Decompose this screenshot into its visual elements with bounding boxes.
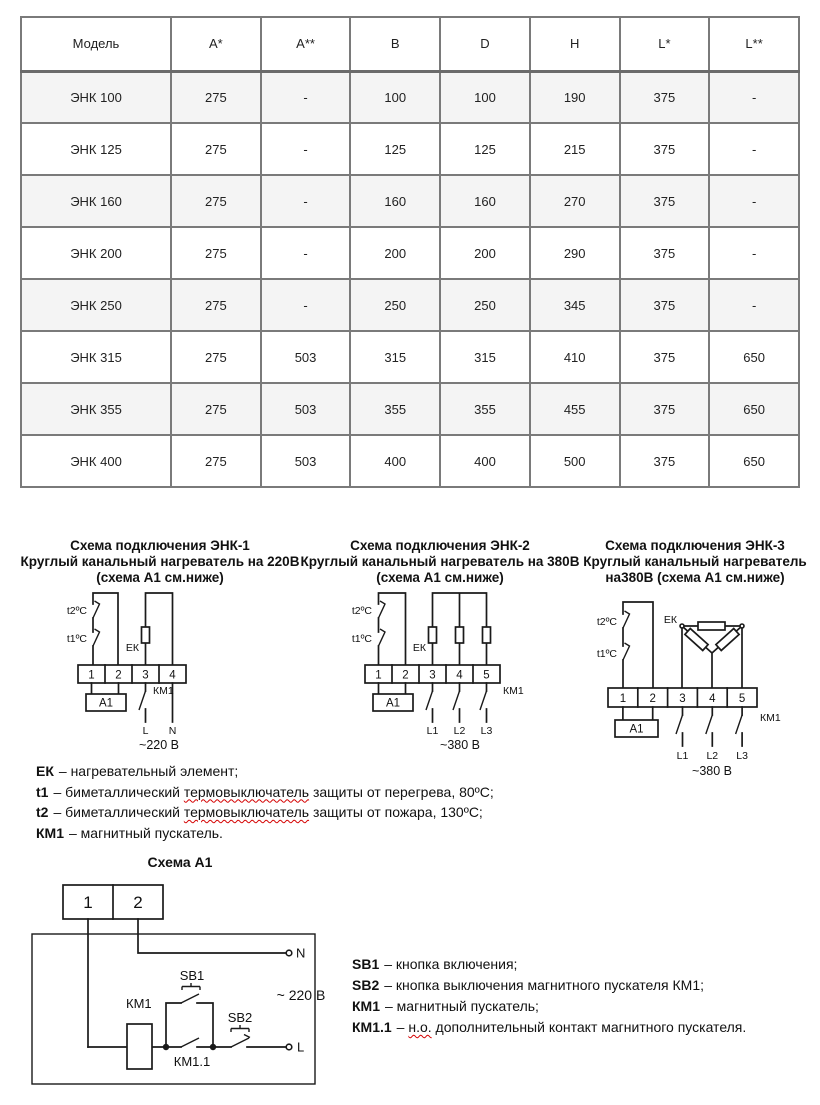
terminal-number: 3 [679, 693, 686, 705]
misspelled-word: термовыключатель [183, 804, 310, 820]
table-cell: 200 [350, 227, 440, 279]
diagram-title-line: Схема подключения ЭНК-3 [605, 538, 785, 553]
t1-label: t1ºC [66, 633, 87, 645]
neutral-label: N [296, 945, 306, 961]
table-cell: 375 [620, 279, 710, 331]
misspelled-word: н.о. [408, 1019, 432, 1035]
ek-label: ЕК [412, 642, 426, 654]
table-head [21, 17, 799, 71]
table-row [21, 227, 799, 279]
table-cell: ЭНК 100 [21, 71, 171, 123]
terminal-box [63, 885, 163, 919]
table-cell: ЭНК 400 [21, 435, 171, 487]
dimensions-table [20, 16, 800, 488]
table-cell: ЭНК 160 [21, 175, 171, 227]
legend-text: дополнительный контакт магнитного пускателя. [431, 1019, 747, 1035]
table-body [21, 71, 799, 487]
legend-text: – [396, 1019, 409, 1035]
a1-label: А1 [385, 697, 401, 710]
legend-text: – биметаллический [53, 804, 184, 820]
table-cell: 355 [440, 383, 530, 435]
table-cell: 315 [440, 331, 530, 383]
table-cell: 315 [350, 331, 440, 383]
heater-element [429, 627, 437, 643]
supply-wires [88, 919, 286, 1047]
table-cell: 355 [350, 383, 440, 435]
diagram-title [20, 538, 300, 586]
sb1-button [166, 983, 213, 1047]
column-header: L* [620, 17, 710, 71]
diagram-title-line: на380В (схема А1 см.ниже) [605, 570, 785, 585]
legend-text: – магнитный пускатель; [385, 998, 539, 1014]
legend-line [352, 1017, 746, 1038]
thermal-switch-t1 [379, 629, 386, 646]
a1-box [373, 683, 413, 711]
l-terminal [286, 1044, 292, 1050]
terminal-number: 1 [83, 893, 93, 912]
legend-text: защиты от пожара, 130ºС; [309, 804, 483, 820]
terminal-number: 4 [456, 669, 463, 682]
table-cell: 275 [171, 71, 261, 123]
table-cell: - [709, 227, 799, 279]
a1-label: А1 [629, 723, 644, 736]
components-legend [36, 761, 494, 843]
terminal-number: 2 [115, 669, 122, 682]
table-cell: - [709, 123, 799, 175]
terminal-number: 5 [738, 693, 746, 705]
n-terminal [286, 950, 292, 956]
wiring-diagram-enk3 [570, 538, 820, 790]
table-row [21, 331, 799, 383]
column-header: H [530, 17, 620, 71]
phase-label: L3 [480, 725, 493, 737]
legend-line [36, 823, 494, 844]
table-cell: - [261, 279, 351, 331]
ek-label: ЕК [125, 642, 139, 654]
table-cell: 375 [620, 123, 710, 175]
diagram-title-line: Круглый канальный нагреватель на 220В [20, 554, 300, 569]
table-cell: 275 [171, 435, 261, 487]
thermal-switch-t2 [623, 611, 630, 628]
thermal-switch-t1 [93, 629, 100, 646]
diagram-title-line: Круглый канальный нагреватель [583, 554, 807, 569]
legend-term: ЕК [36, 763, 54, 779]
heater-element [685, 628, 708, 650]
table-row [21, 279, 799, 331]
phase-label: L [297, 1039, 305, 1055]
km1-label: КМ1 [126, 996, 152, 1011]
table-cell: 100 [350, 71, 440, 123]
phase-label: L1 [676, 750, 689, 762]
table-cell: ЭНК 315 [21, 331, 171, 383]
table-cell: ЭНК 200 [21, 227, 171, 279]
table-cell: - [261, 175, 351, 227]
legend-text: – кнопка включения; [384, 956, 518, 972]
voltage-label: ~380 В [440, 738, 480, 752]
diagram-title [300, 538, 580, 586]
diagram-title-line: Схема подключения ЭНК-2 [350, 538, 530, 553]
km11-label: КМ1.1 [173, 1054, 211, 1069]
table-cell: 410 [530, 331, 620, 383]
legend-line [352, 996, 746, 1017]
terminal-number: 2 [402, 669, 409, 682]
heater-element [142, 627, 150, 643]
legend-term: t1 [36, 783, 49, 800]
voltage-label: ~ 220 В [276, 987, 326, 1003]
table-cell: 275 [171, 123, 261, 175]
legend-text: защиты от перегрева, 80ºС; [309, 783, 494, 800]
table-cell: ЭНК 355 [21, 383, 171, 435]
table-cell: 375 [620, 227, 710, 279]
table-row [21, 71, 799, 123]
table-cell: 455 [530, 383, 620, 435]
table-cell: 650 [709, 435, 799, 487]
diagram-title [570, 538, 820, 586]
diagram-title-line: (схема А1 см.ниже) [96, 570, 224, 585]
t2-label: t2ºC [66, 605, 87, 617]
t2-label: t2ºC [351, 605, 372, 617]
terminal-number: 2 [649, 693, 656, 705]
table-cell: 503 [261, 331, 351, 383]
heater-element [698, 622, 725, 630]
column-header: A* [171, 17, 261, 71]
scheme-a1-title: Схема А1 [147, 854, 213, 870]
table-cell: - [261, 123, 351, 175]
heater-element [483, 627, 491, 643]
table-cell: 125 [440, 123, 530, 175]
table-cell: 270 [530, 175, 620, 227]
legend-term: SB2 [352, 977, 380, 993]
enk1-circuit [20, 590, 300, 762]
table-cell: 290 [530, 227, 620, 279]
a1-label: А1 [98, 697, 114, 710]
km1-contacts [426, 683, 487, 722]
a1-box [615, 707, 658, 737]
terminal-number: 3 [142, 669, 149, 682]
terminal-number: 4 [709, 693, 716, 705]
legend-text: – нагревательный элемент; [58, 763, 239, 779]
thermal-lines [379, 593, 406, 665]
table-cell: 250 [440, 279, 530, 331]
scheme-a1-circuit [20, 876, 350, 1102]
table-cell: 190 [530, 71, 620, 123]
t1-label: t1ºC [596, 648, 617, 660]
km1-label: КМ1 [760, 712, 781, 724]
sb2-button [213, 1025, 286, 1047]
legend-text: – магнитный пускатель. [69, 824, 223, 841]
voltage-label: ~380 В [692, 764, 732, 778]
wiring-diagram-enk2 [300, 538, 580, 762]
column-header: D [440, 17, 530, 71]
sb1-label: SB1 [179, 968, 205, 983]
a1-box [86, 683, 126, 711]
km1-label: КМ1 [153, 685, 174, 697]
terminal-number: 3 [429, 669, 436, 682]
table-cell: 500 [530, 435, 620, 487]
table-header-row [21, 17, 799, 71]
table-row [21, 175, 799, 227]
phase-label: L3 [736, 750, 748, 762]
table-cell: 275 [171, 227, 261, 279]
legend-term: t2 [36, 804, 49, 820]
scheme-a1-legend [352, 954, 746, 1038]
phase-label: L1 [426, 725, 439, 737]
table-row [21, 435, 799, 487]
sb2-label: SB2 [227, 1010, 253, 1025]
km1-contact [139, 683, 146, 722]
legend-line [36, 802, 494, 823]
legend-term: КМ1.1 [352, 1019, 392, 1035]
voltage-label: ~220 В [139, 738, 179, 752]
table-cell: 375 [620, 383, 710, 435]
heater-element [456, 627, 464, 643]
column-header: B [350, 17, 440, 71]
table-cell: 200 [440, 227, 530, 279]
table-cell: - [709, 175, 799, 227]
terminal-number: 1 [375, 669, 382, 682]
legend-text: – кнопка выключения магнитного пускателя КМ1; [384, 977, 705, 993]
km1-coil [88, 1024, 166, 1069]
km1-label: КМ1 [503, 685, 524, 697]
table-cell: 100 [440, 71, 530, 123]
column-header: L** [709, 17, 799, 71]
thermal-switch-t2 [379, 601, 386, 618]
wiring-diagram-enk1 [20, 538, 300, 762]
t2-label: t2ºC [596, 616, 617, 628]
table-cell: 160 [440, 175, 530, 227]
table-cell: 275 [171, 383, 261, 435]
terminal-number: 4 [169, 669, 176, 682]
table-cell: - [709, 279, 799, 331]
diagram-title-line: (схема А1 см.ниже) [376, 570, 504, 585]
table-cell: 375 [620, 175, 710, 227]
phase-label: L [142, 725, 149, 737]
terminal-number: 2 [133, 893, 143, 912]
heater-lines [429, 593, 491, 665]
table-cell: 650 [709, 331, 799, 383]
table-cell: 400 [440, 435, 530, 487]
table-cell: 650 [709, 383, 799, 435]
enk2-circuit [300, 590, 580, 762]
table-cell: 275 [171, 175, 261, 227]
delta-node [680, 624, 684, 628]
table-cell: 375 [620, 435, 710, 487]
delta-node [740, 624, 744, 628]
phase-label: L2 [706, 750, 719, 762]
table-cell: ЭНК 250 [21, 279, 171, 331]
thermal-lines [623, 602, 653, 688]
phase-label: L2 [453, 725, 466, 737]
table-cell: - [261, 227, 351, 279]
table-row [21, 383, 799, 435]
diagram-title-line: Круглый канальный нагреватель на 380В [300, 554, 580, 569]
enk3-circuit [570, 590, 820, 790]
delta-heaters [680, 622, 744, 688]
table-cell: 275 [171, 279, 261, 331]
ek-label: ЕК [663, 614, 677, 626]
table-row [21, 123, 799, 175]
table-cell: 275 [171, 331, 261, 383]
thermal-switch-t2 [93, 601, 100, 618]
neutral-label: N [168, 725, 177, 737]
legend-line [36, 761, 494, 782]
table-cell: 400 [350, 435, 440, 487]
legend-term: КМ1 [352, 998, 380, 1014]
t1-label: t1ºC [351, 633, 372, 645]
misspelled-word: термовыключатель [183, 783, 310, 800]
column-header: A** [261, 17, 351, 71]
terminal-number: 5 [483, 669, 490, 682]
thermal-lines [93, 593, 118, 665]
table-cell: 125 [350, 123, 440, 175]
legend-term: КМ1 [36, 824, 64, 841]
diagram-title-line: Схема подключения ЭНК-1 [70, 538, 250, 553]
km11-contact [166, 1038, 213, 1047]
legend-line [352, 975, 746, 996]
table-cell: 250 [350, 279, 440, 331]
table-cell: 503 [261, 383, 351, 435]
table-cell: 160 [350, 175, 440, 227]
table-cell: - [261, 71, 351, 123]
table-cell: ЭНК 125 [21, 123, 171, 175]
terminal-number: 1 [88, 669, 95, 682]
table-cell: 503 [261, 435, 351, 487]
table-cell: 215 [530, 123, 620, 175]
heater-element [716, 628, 739, 650]
terminal-number: 1 [619, 693, 627, 705]
table-cell: - [709, 71, 799, 123]
column-header: Модель [21, 17, 171, 71]
legend-text: – биметаллический [53, 783, 184, 800]
legend-line [352, 954, 746, 975]
heater-lines [142, 593, 173, 665]
legend-line [36, 782, 494, 803]
km1-contacts [676, 707, 742, 746]
table-cell: 345 [530, 279, 620, 331]
thermal-switch-t1 [623, 643, 630, 660]
legend-term: SB1 [352, 956, 380, 972]
table-cell: 375 [620, 71, 710, 123]
table-cell: 375 [620, 331, 710, 383]
